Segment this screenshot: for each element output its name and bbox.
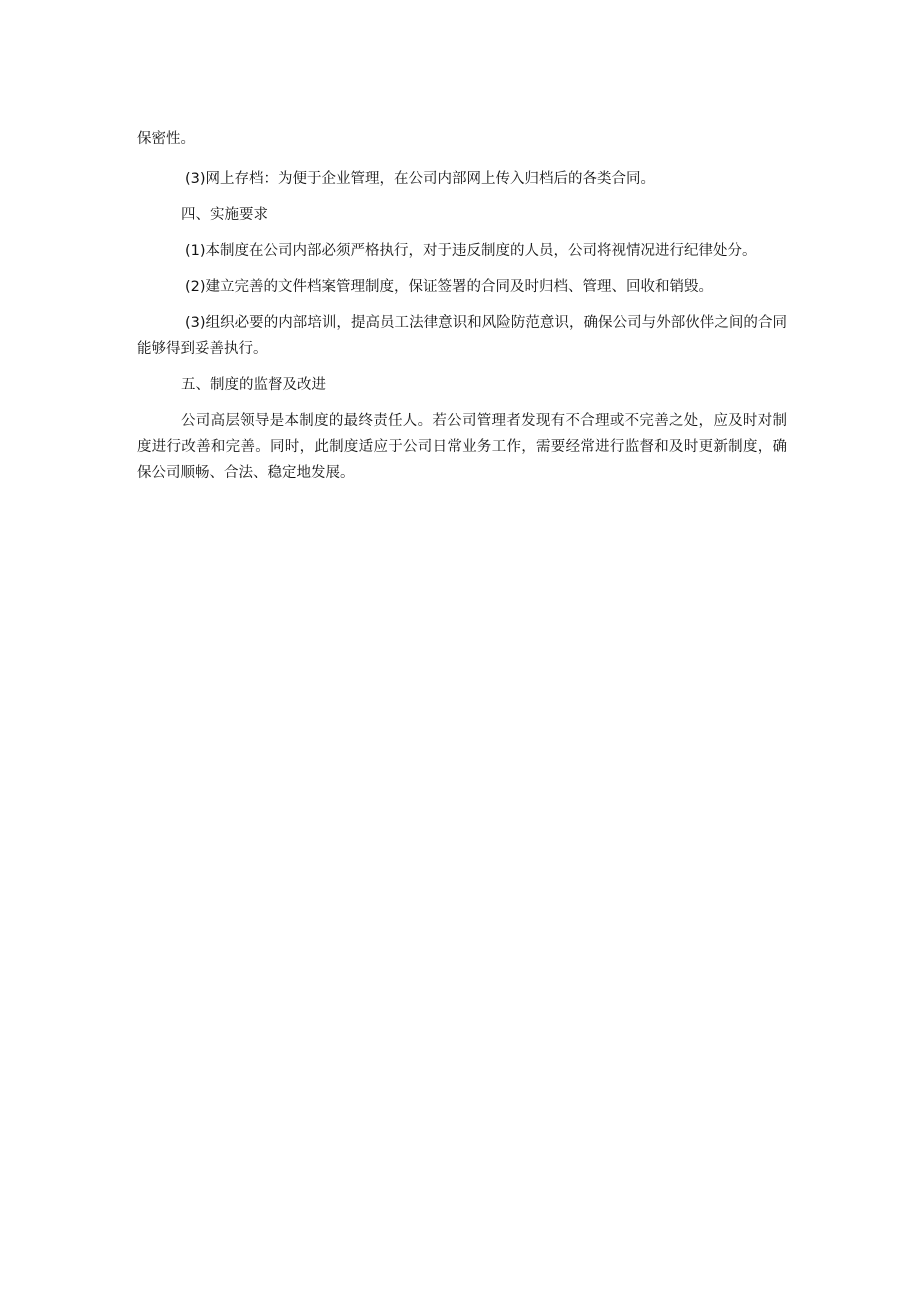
section-5-heading: 五、制度的监督及改进 (181, 377, 326, 393)
section-4-heading: 四、实施要求 (181, 207, 268, 223)
continued-paragraph: 保密性。 (137, 131, 195, 147)
section-5-body: 公司高层领导是本制度的最终责任人。若公司管理者发现有不合理或不完善之处，应及时对制度进行改善和完善。同时，此制度适应于公司日常业务工作，需要经常进行监督和及时更新制度，确保公司顺畅、合法、稳定地发展。 (137, 413, 787, 481)
document-body (137, 126, 787, 496)
archive-item: (3)网上存档：为便于企业管理，在公司内部网上传入归档后的各类合同。 (185, 171, 656, 187)
section-4-item-1: (1)本制度在公司内部必须严格执行，对于违反制度的人员，公司将视情况进行纪律处分。 (185, 243, 757, 259)
section-4-item-2: (2)建立完善的文件档案管理制度，保证签署的合同及时归档、管理、回收和销毁。 (185, 279, 714, 295)
section-4-item-3: (3)组织必要的内部培训，提高员工法律意识和风险防范意识，确保公司与外部伙伴之间的合同能够得到妥善执行。 (137, 315, 787, 357)
